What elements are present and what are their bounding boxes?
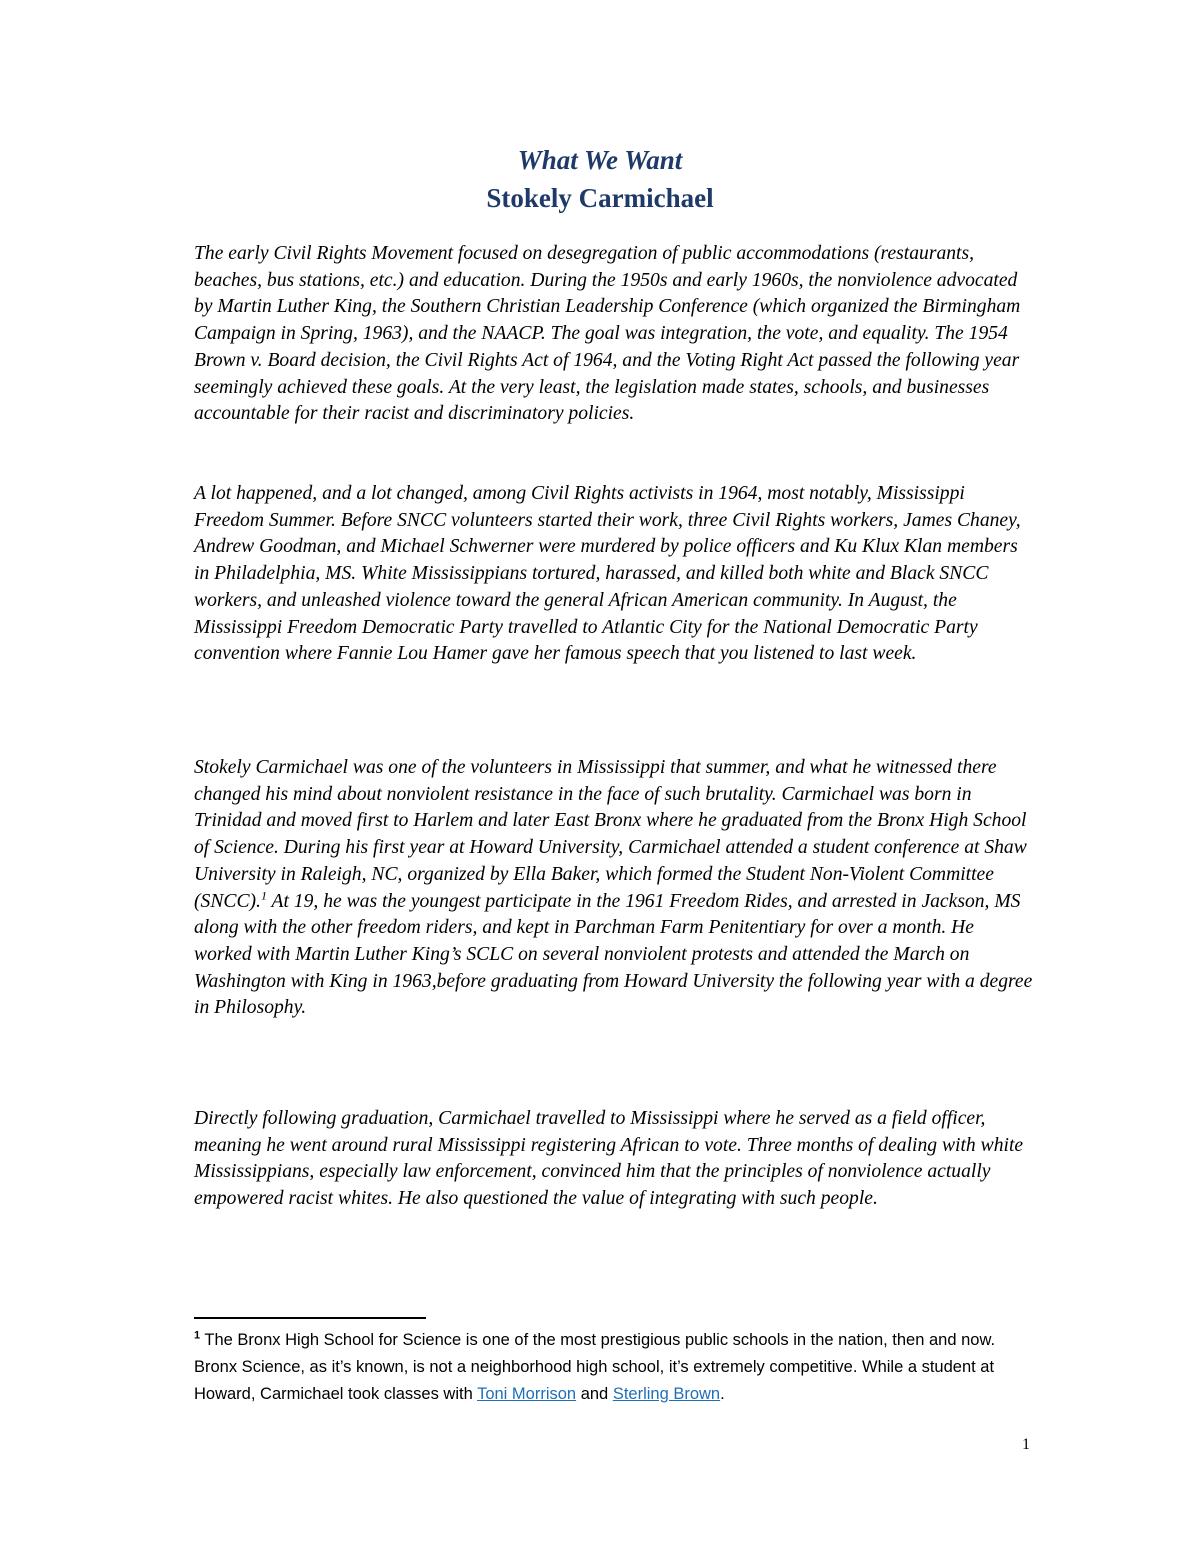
body-paragraph-3	[194, 755, 1034, 1022]
link-sterling-brown[interactable]: Sterling Brown	[612, 1385, 721, 1403]
paragraph-text-before-ref: Stokely Carmichael was one of the volunteers in Mississippi that summer, and what he witnessed there changed his mind about nonviolent resistance in the face of such brutality. Carmichael was born in Trinidad and moved first to Harlem and later East Bronx where he graduated from the Bronx High School of Science. During his first year at Howard University, Carmichael attended a student conference at Shaw University in Raleigh, NC, organized by Ella Baker, which formed the Student Non-Violent Committee (SNCC).	[194, 757, 1027, 912]
page-subtitle: Stokely Carmichael	[486, 183, 714, 213]
footnote-reference[interactable]: 1	[260, 887, 267, 902]
body-paragraph-4: Directly following graduation, Carmichael travelled to Mississippi where he served as a field officer, meaning he went around rural Mississippi registering African to vote. Three months of dealing with white Mississippians, especially law enforcement, convinced him that the principles of nonviolence actually empowered racist whites. He also questioned the value of integrating with such people.	[194, 1108, 1024, 1210]
footnote-text-end: .	[720, 1385, 725, 1403]
page-title: What We Want	[517, 145, 683, 175]
link-toni-morrison[interactable]: Toni Morrison	[477, 1385, 577, 1403]
footnote-number: 1	[194, 1329, 201, 1342]
footnote-text-join: and	[576, 1385, 613, 1403]
body-paragraph-2: A lot happened, and a lot changed, among Civil Rights activists in 1964, most notably, Mississippi Freedom Summer. Before SNCC volunteers started their work, three Civil Rights workers, James Chaney, Andrew Goodman, and Michael Schwerner were murdered by police officers and Ku Klux Klan members in Philadelphia, MS. White Mississippians tortured, harassed, and killed both white and Black SNCC workers, and unleashed violence toward the general African American community. In August, the Mississippi Freedom Democratic Party travelled to Atlantic City for the National Democratic Party convention where Fannie Lou Hamer gave her famous speech that you listened to last week.	[194, 483, 1021, 665]
footnote	[194, 1327, 1034, 1408]
body-paragraph-1: The early Civil Rights Movement focused on desegregation of public accommodations (restaurants, beaches, bus stations, etc.) and education. During the 1950s and early 1960s, the nonviolence advocated by Martin Luther King, the Southern Christian Leadership Conference (which organized the Birmingham Campaign in Spring, 1963), and the NAACP. The goal was integration, the vote, and equality. The 1954 Brown v. Board decision, the Civil Rights Act of 1964, and the Voting Right Act passed the following year seemingly achieved these goals. At the very least, the legislation made states, schools, and businesses accountable for their racist and discriminatory policies.	[194, 243, 1021, 425]
page-number: 1	[1022, 1436, 1030, 1453]
paragraph-text-after-ref: At 19, he was the youngest participate in the 1961 Freedom Rides, and arrested in Jackson, MS along with the other freedom riders, and kept in Parchman Farm Penitentiary for over a month. He worked with Martin Luther King’s SCLC on several nonviolent protests and attended the March on Washington with King in 1963,before graduating from Howard University the following year with a degree in Philosophy.	[194, 890, 1033, 1019]
footnote-separator	[194, 1317, 426, 1319]
footnote-text: The Bronx High School for Science is one of the most prestigious public schools in the nation, then and now. Bronx Science, as it’s known, is not a neighborhood high school, it’s extremely competitive. While a student at Howard, Carmichael took classes with	[194, 1331, 996, 1403]
